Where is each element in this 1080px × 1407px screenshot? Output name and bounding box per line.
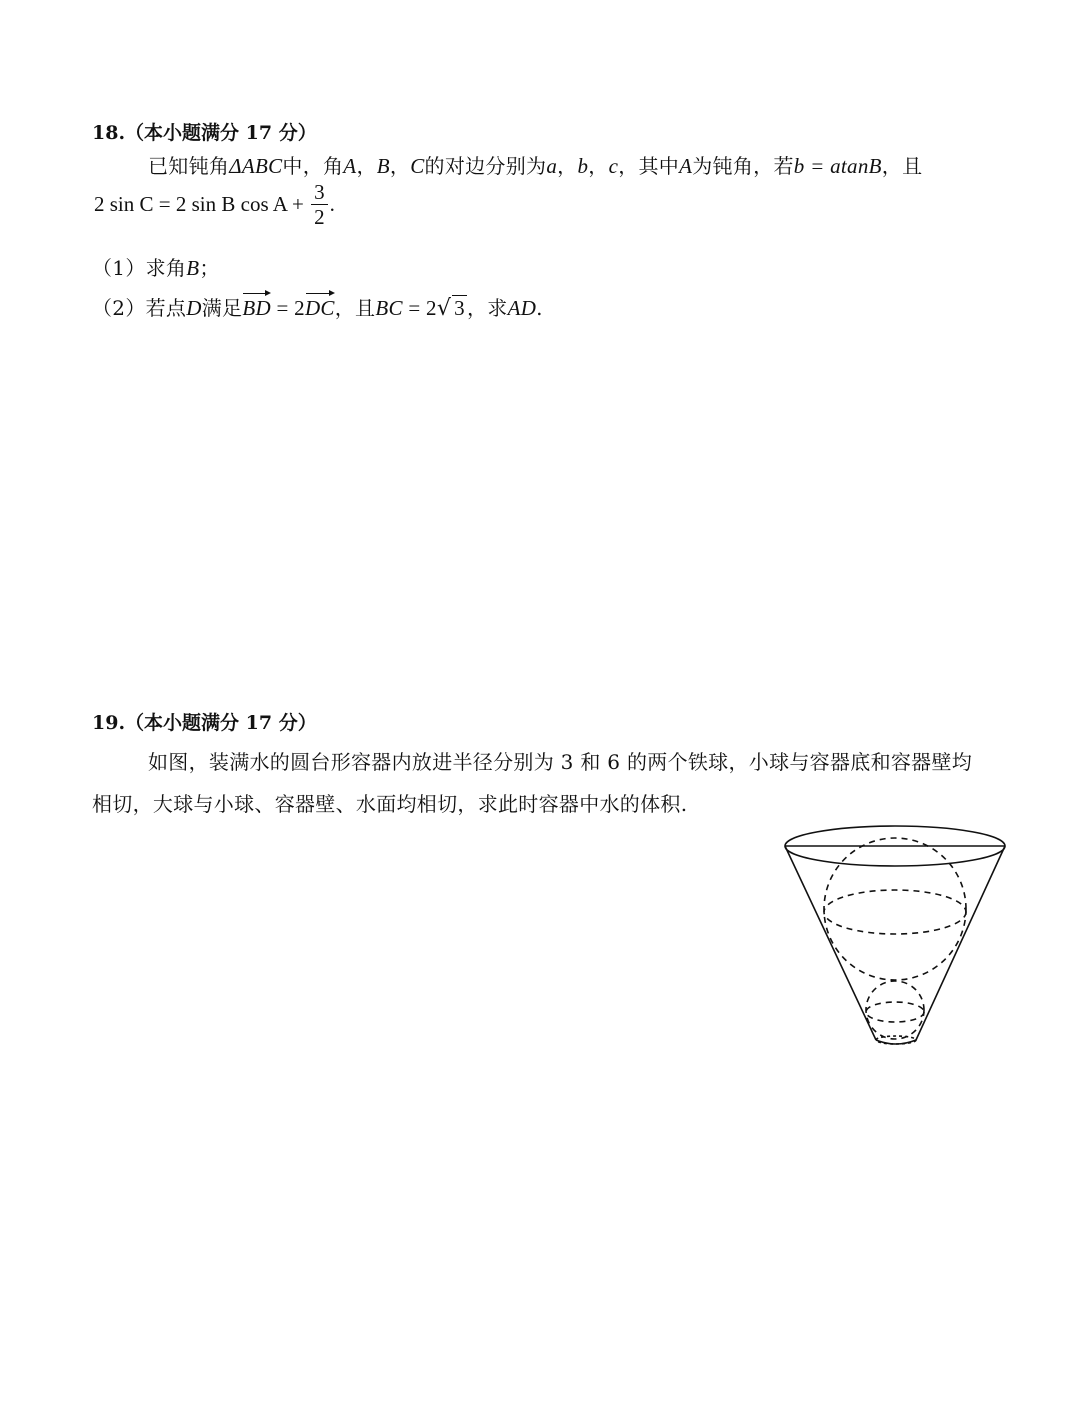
q18-equation: 2 sin C = 2 sin B cos A + $\frac{3}{2}$ . bbox=[94, 180, 335, 229]
small-sphere-outline bbox=[866, 981, 924, 1039]
large-sphere-equator bbox=[824, 890, 966, 934]
q19-heading: 19.（本小题满分 17 分） bbox=[92, 712, 317, 734]
q18-stem-line1: 已知钝角ΔABC中，角A，B，C的对边分别为a，b，c，其中A为钝角，若b = atanB，且 bbox=[148, 154, 923, 178]
small-sphere-equator bbox=[866, 1002, 924, 1022]
large-sphere-outline bbox=[824, 838, 966, 980]
q19-body-line2: 相切，大球与小球、容器壁、水面均相切，求此时容器中水的体积. bbox=[92, 792, 688, 816]
q19-body-line1: 如图，装满水的圆台形容器内放进半径分别为 3 和 6 的两个铁球，小球与容器底和容器壁均 bbox=[148, 750, 973, 774]
right-wall-line bbox=[916, 846, 1005, 1040]
vector-dc: DC bbox=[305, 292, 335, 321]
left-wall-line bbox=[785, 846, 876, 1040]
q18-heading: 18.（本小题满分 17 分） bbox=[92, 122, 317, 144]
frustum-with-spheres-figure bbox=[775, 820, 1015, 1060]
vector-bd: BD bbox=[242, 292, 271, 321]
q18-part1: （1）求角B； bbox=[92, 256, 220, 280]
fraction-three-halves: $\frac{3}{2}$ bbox=[311, 180, 328, 229]
sqrt-sign: √ bbox=[436, 296, 452, 321]
q18-part2: （2）若点D满足BD = 2DC，且BC = 2√ 3 ，求AD. bbox=[92, 292, 543, 321]
